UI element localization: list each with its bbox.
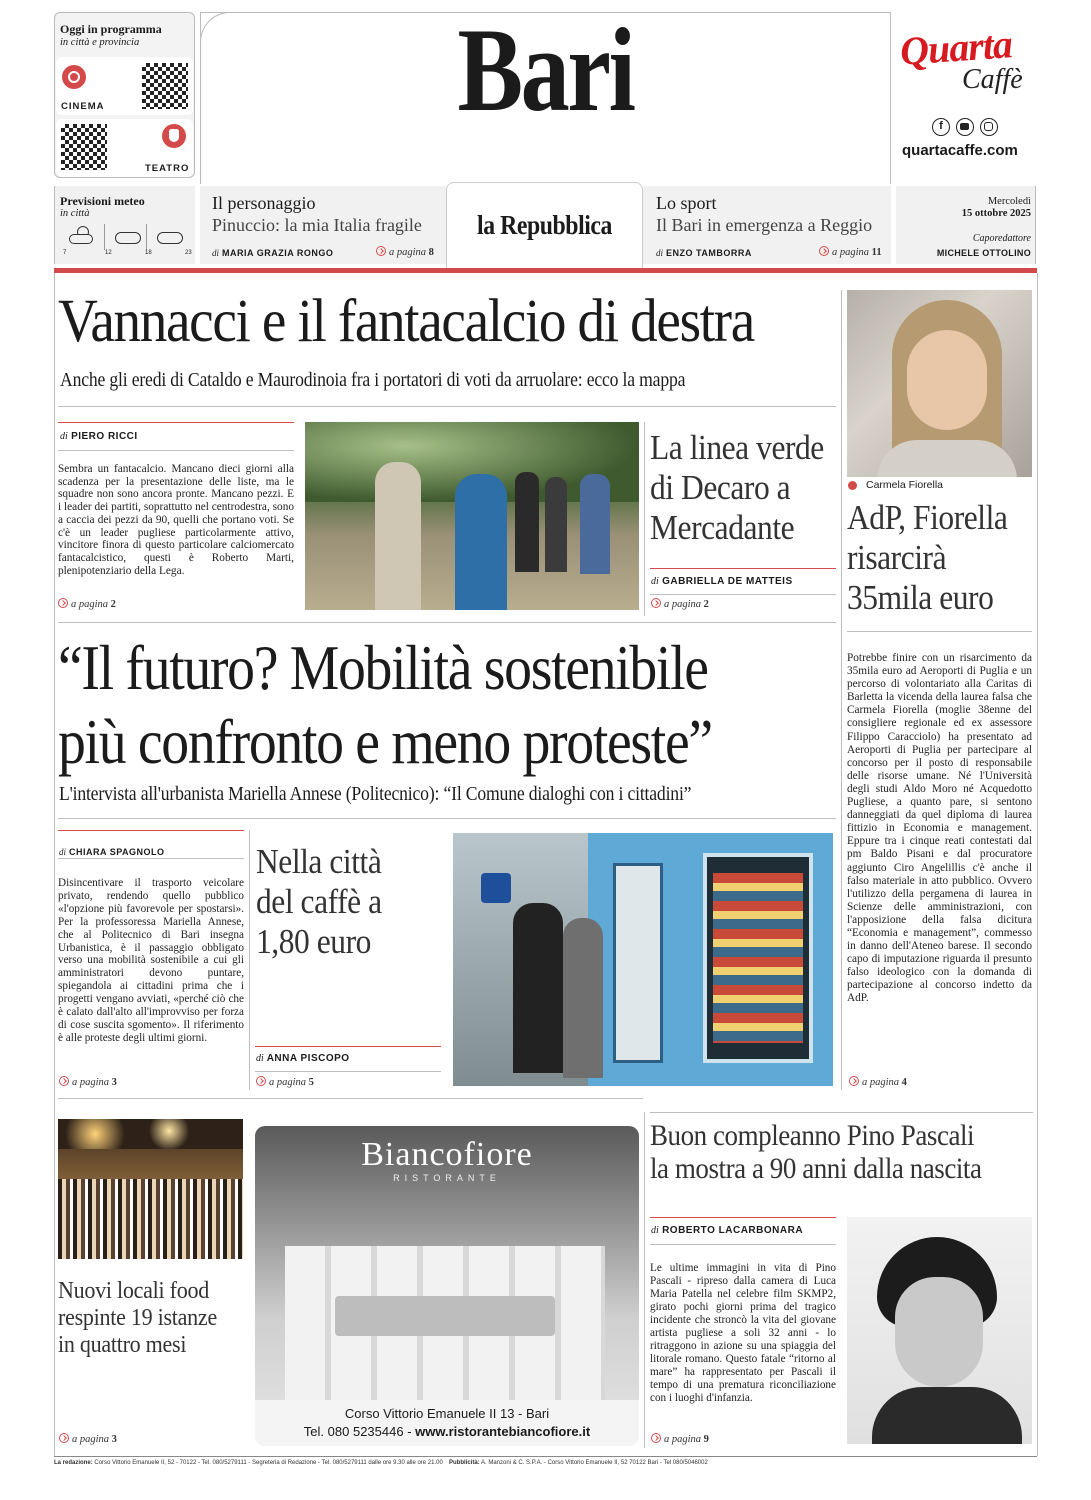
- youtube-icon[interactable]: [956, 118, 974, 136]
- hour-separator: [146, 224, 147, 250]
- food-page-link[interactable]: a pagina 3: [59, 1433, 117, 1445]
- sponsor-brand: Quarta: [898, 21, 1014, 74]
- weather-hour: 23: [185, 250, 192, 256]
- facebook-icon[interactable]: f: [932, 118, 950, 136]
- cinema-label: CINEMA: [61, 101, 105, 112]
- page-frame-right: [1037, 273, 1038, 1456]
- arrow-right-icon: [651, 598, 661, 608]
- interview-byline: di CHIARA SPAGNOLO: [59, 847, 165, 857]
- lead-byline: di PIERO RICCI: [60, 431, 138, 442]
- date-value: 15 ottobre 2025: [961, 208, 1031, 219]
- arrow-right-icon: [256, 1076, 266, 1086]
- divider: [650, 594, 836, 595]
- lead-subhead: Anche gli eredi di Cataldo e Maurodinoia fra i portatori di voti da arruolare: ecco la mappa: [60, 370, 686, 391]
- footer-pubblicita: Pubblicità: A. Manzoni & C. S.P.A. - Corso Vittorio Emanuele II, 52 70122 Bari - Tel 080/5046002: [449, 1460, 708, 1466]
- partly-sunny-icon: [69, 226, 95, 244]
- divider: [650, 1244, 836, 1245]
- divider: [58, 1098, 643, 1099]
- decaro-title[interactable]: La linea verde di Decaro a Mercadante: [650, 428, 824, 547]
- arrow-right-icon: [376, 246, 386, 256]
- teaser-byline: di MARIA GRAZIA RONGO: [212, 248, 334, 258]
- ad-brand: Biancofiore: [361, 1136, 533, 1173]
- divider: [58, 622, 836, 623]
- ad-footer: [255, 1400, 639, 1446]
- date-day: Mercoledì: [987, 196, 1031, 207]
- teaser-page-link[interactable]: a pagina 8: [376, 246, 434, 258]
- teaser-sport[interactable]: [643, 186, 891, 264]
- lead-page-link[interactable]: a pagina 2: [58, 598, 116, 610]
- coffee-page-link[interactable]: a pagina 5: [256, 1076, 314, 1088]
- interview-subhead: L'intervista all'urbanista Mariella Annese (Politecnico): “Il Comune dialoghi con i cittadini”: [59, 784, 692, 805]
- column-rule: [644, 422, 645, 616]
- teaser-title: Pinuccio: la mia Italia fragile: [212, 215, 422, 235]
- byline-rule: [650, 568, 836, 569]
- lead-body: Sembra un fantacalcio. Mancano dieci giorni alla scadenza per la presentazione delle liste, ma le squadre non sono ancora pronte. Mancano pezzi. E i leader dei partiti, soprattutto nel centrodestra, sono a caccia dei pezzi da 90, quelli che portano voti. Se c'è un leader pugliese particolarmente attivo, vincitore finora di questo particolare calciomercato fantacalcistico, questi è Roberto Marti, plenipotenziario della Lega.: [58, 463, 294, 577]
- divider: [650, 1112, 1033, 1113]
- film-reel-icon: [62, 65, 86, 89]
- column-rule: [249, 830, 250, 1090]
- sponsor-brand-sub: Caffè: [962, 64, 1023, 95]
- divider: [58, 450, 294, 451]
- arrow-right-icon: [59, 1433, 69, 1443]
- arrow-right-icon: [849, 1076, 859, 1086]
- column-rule: [841, 290, 842, 1090]
- byline-rule: [58, 830, 244, 831]
- pascali-title-1[interactable]: Buon compleanno Pino Pascali: [650, 1119, 975, 1152]
- weather-title: Previsioni meteo: [60, 194, 145, 208]
- byline-rule: [255, 1046, 441, 1047]
- vending-machine-photo: [453, 833, 833, 1086]
- sponsor-box[interactable]: [896, 18, 1036, 168]
- ad-sub: RISTORANTE: [393, 1173, 501, 1183]
- ad-contact: Tel. 080 5235446 - www.ristorantebiancofiore.it: [303, 1424, 591, 1439]
- fiorella-page-link[interactable]: a pagina 4: [849, 1076, 907, 1088]
- fiorella-title[interactable]: AdP, Fiorella risarcirà 35mila euro: [847, 498, 1008, 617]
- teaser-kicker: Lo sport: [656, 193, 717, 213]
- cloud-icon: [115, 232, 141, 244]
- pascali-title-2[interactable]: la mostra a 90 anni dalla nascita: [650, 1152, 982, 1185]
- page-frame-left: [54, 273, 55, 1456]
- crowd-photo: [58, 1119, 243, 1259]
- interview-headline-2[interactable]: più confronto e meno proteste”: [58, 707, 712, 777]
- masthead-city: Bari: [457, 3, 634, 136]
- newspaper-logo: la Repubblica: [477, 210, 612, 240]
- byline-rule: [58, 422, 294, 423]
- divider: [847, 631, 1032, 632]
- pascali-byline: di ROBERTO LACARBONARA: [651, 1225, 804, 1236]
- food-title[interactable]: Nuovi locali food respinte 19 istanze in quattro mesi: [58, 1277, 217, 1358]
- editor-name: MICHELE OTTOLINO: [936, 248, 1031, 258]
- coffee-byline: di ANNA PISCOPO: [256, 1053, 350, 1064]
- divider: [255, 1071, 441, 1072]
- sponsor-website[interactable]: quartacaffe.com: [902, 142, 1018, 159]
- divider: [58, 818, 836, 819]
- teaser-kicker: Il personaggio: [212, 193, 316, 213]
- decaro-byline: di GABRIELLA DE MATTEIS: [651, 576, 793, 587]
- program-title: Oggi in programma: [60, 22, 162, 36]
- portrait-photo: [847, 290, 1032, 477]
- arrow-right-icon: [58, 598, 68, 608]
- arrow-right-icon: [651, 1433, 661, 1443]
- interview-body: Disincentivare il trasporto veicolare privato, rendendo quello pubblico «l'opzione più favorevole per spostarsi». Per la professoressa Mariella Annese, che al Politecnico di Bari insegna Urbanistica, è il passaggio obbligato verso una mobilità sostenibile a cui gli amministratori devono puntare, spiegandola ai cittadini prima che i progetti vengano avviati, «perché ciò che è calato dall'alto all'improvviso per forza di cose suscita sgomento». Il riferimento è alle proteste degli ultimi giorni.: [58, 877, 244, 1044]
- portrait-caption: Carmela Fiorella: [866, 479, 944, 491]
- teatro-label: TEATRO: [145, 163, 190, 174]
- column-rule: [644, 1112, 645, 1448]
- arrow-right-icon: [59, 1076, 69, 1086]
- hour-separator: [104, 224, 105, 250]
- weather-hour: 12: [105, 250, 112, 256]
- fiorella-body: Potrebbe finire con un risarcimento da 35mila euro ad Aeroporti di Puglia e un percorso di volontariato alla Caritas di Barletta la vicenda della laurea falsa che Carmela Fiorella (moglie 38enne del consigliere regionale ed ex assessore Filippo Caracciolo) ha presentato ad Aeroporti di Puglia per partecipare al concorso per il posto di responsabile delle risorse umane. Né l'Università degli studi Aldo Moro né Acquedotto Pugliese, a quanto pare, si sentono danneggiati da quel diploma di laurea fittizio in Economia e management. Eppure tra i cinque reati contestati dal pm Baldo Pisani e dal procuratore aggiunto Ciro Angelillis c'è anche il falso materiale in atto pubblico. Ovvero l'utilizzo della pergamena di laurea in Scienze delle amministrazioni, con l'apposizione della falsa dicitura “Economia e management”, commesso in danno dell'Ateneo barese. Il secondo capo di imputazione riguarda il presunto falso ideologico con la domanda di partecipazione al concorso indetto da AdP.: [847, 652, 1032, 1005]
- divider: [58, 406, 836, 407]
- teaser-title: Il Bari in emergenza a Reggio: [656, 215, 873, 235]
- weather-hour: 18: [145, 250, 152, 256]
- arrow-right-icon: [819, 246, 829, 256]
- footer-redazione: La redazione: Corso Vittorio Emanuele II, 52 - 70122 - Tel. 080/5279111 - Segreteria di Redazione - Tel. 080/5279111 dalle ore 9.30 alle ore 21.00: [54, 1460, 443, 1466]
- footer-rule: [54, 1456, 1037, 1457]
- interview-headline-1[interactable]: “Il futuro? Mobilità sostenibile: [58, 633, 708, 703]
- teaser-personaggio[interactable]: [200, 186, 446, 264]
- interview-page-link[interactable]: a pagina 3: [59, 1076, 117, 1088]
- program-subtitle: in città e provincia: [60, 37, 140, 48]
- decaro-page-link[interactable]: a pagina 2: [651, 598, 709, 610]
- restaurant-ad[interactable]: [255, 1126, 639, 1446]
- ad-address: Corso Vittorio Emanuele II 13 - Bari: [344, 1406, 550, 1421]
- divider: [58, 858, 244, 859]
- weather-box[interactable]: [54, 186, 195, 264]
- caption-dot-icon: [848, 481, 857, 490]
- weather-hour: 7: [63, 250, 67, 256]
- pascali-photo: [847, 1217, 1032, 1444]
- teaser-page-link[interactable]: a pagina 11: [819, 246, 882, 258]
- lead-headline[interactable]: Vannacci e il fantacalcio di destra: [58, 288, 754, 355]
- cloud-icon: [157, 232, 183, 244]
- editor-label: Caporedattore: [972, 233, 1031, 244]
- masthead-red-rule: [54, 268, 1037, 273]
- date-box: [896, 186, 1036, 264]
- pascali-page-link[interactable]: a pagina 9: [651, 1433, 709, 1445]
- byline-rule: [650, 1217, 836, 1218]
- coffee-title[interactable]: Nella città del caffè a 1,80 euro: [256, 842, 382, 961]
- instagram-icon[interactable]: [980, 118, 998, 136]
- teaser-byline: di ENZO TAMBORRA: [656, 248, 752, 258]
- pascali-body: Le ultime immagini in vita di Pino Pascali - ripreso dalla camera di Luca Maria Patella nel celebre film SKMP2, girato pochi giorni prima del tragico incidente che stroncò la vita del giovane artista pugliese a soli 32 anni - lo ritraggono in azione su una spiaggia del litorale romano. Questo fatale “ritorno al mare” ha rappresentato per Pascali il tempo di una prematura riconciliazione con i luoghi d'infanzia.: [650, 1262, 836, 1404]
- politicians-photo: [305, 422, 639, 610]
- weather-subtitle: in città: [60, 208, 90, 219]
